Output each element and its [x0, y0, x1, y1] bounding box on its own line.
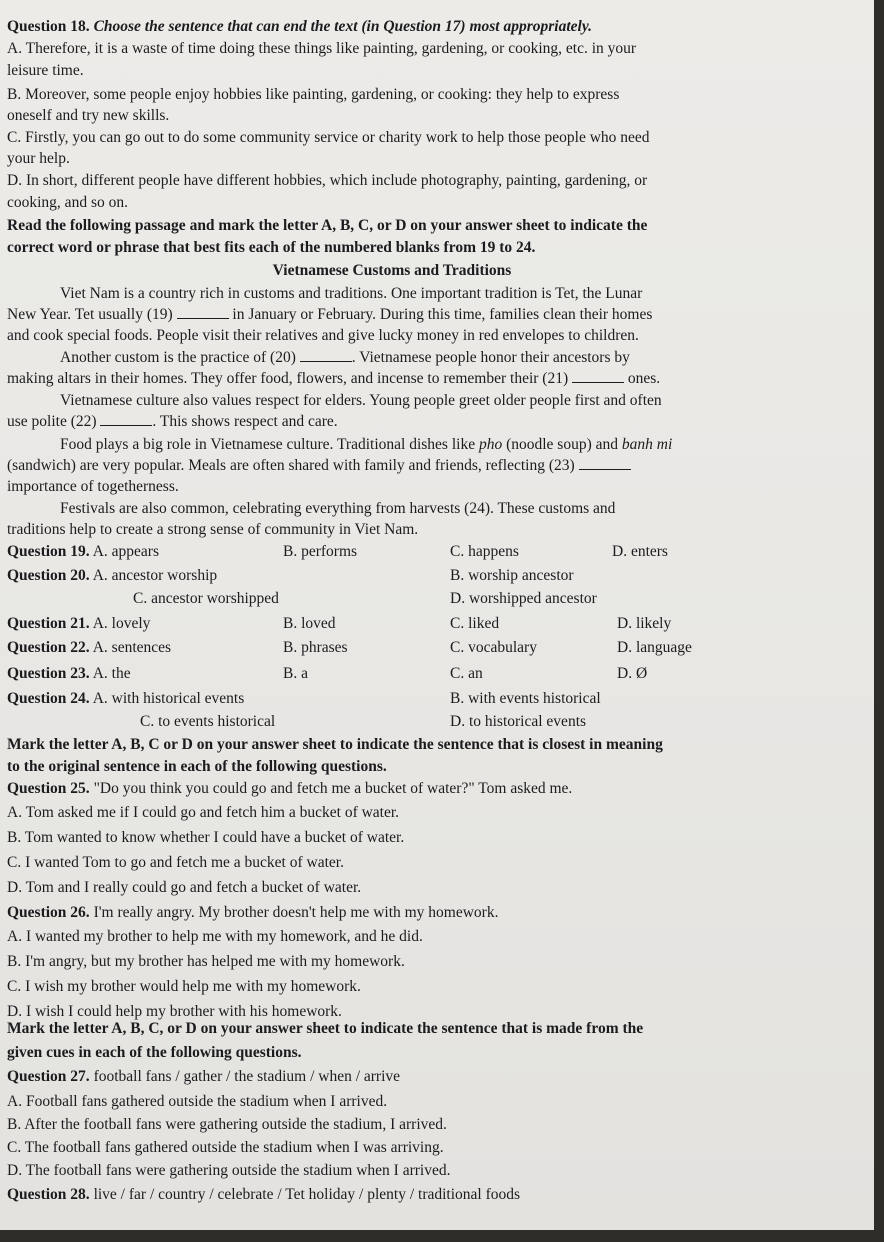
q26-option-c: C. I wish my brother would help me with my homework.: [7, 978, 361, 995]
reading-instruction-line2: correct word or phrase that best fits each of the numbered blanks from 19 to 24.: [7, 239, 536, 256]
passage-p1-line1: Viet Nam is a country rich in customs and traditions. One important tradition is Tet, the Lunar: [60, 285, 643, 302]
q26-option-d: D. I wish I could help my brother with his homework.: [7, 1003, 342, 1020]
q18-option-d-line2: cooking, and so on.: [7, 194, 128, 211]
passage-p2-line2: making altars in their homes. They offer food, flowers, and incense to remember their (21) ones.: [7, 370, 661, 387]
q26-option-b: B. I'm angry, but my brother has helped me with my homework.: [7, 953, 405, 970]
passage-p3-line2: use polite (22) . This shows respect and care.: [7, 413, 338, 430]
q27-option-a: A. Football fans gathered outside the stadium when I arrived.: [7, 1093, 388, 1110]
q24-option-d: D. to historical events: [450, 713, 587, 730]
q20-option-c: C. ancestor worshipped: [133, 590, 279, 607]
passage-p1-line3: and cook special foods. People visit their relatives and give lucky money in red envelopes to children.: [7, 327, 639, 344]
q23-row: Question 23. A. the: [7, 665, 131, 682]
q25-option-c: C. I wanted Tom to go and fetch me a bucket of water.: [7, 854, 344, 871]
q25-option-b: B. Tom wanted to know whether I could have a bucket of water.: [7, 829, 405, 846]
reading-instruction-line1: Read the following passage and mark the letter A, B, C, or D on your answer sheet to indicate the: [7, 217, 648, 234]
meaning-instruction-line2: to the original sentence in each of the following questions.: [7, 758, 387, 775]
passage-title: Vietnamese Customs and Traditions: [272, 262, 512, 279]
passage-p1-line2: New Year. Tet usually (19) in January or February. During this time, families clean their homes: [7, 306, 653, 323]
q22-option-b: B. phrases: [283, 639, 348, 656]
q19-option-b: B. performs: [283, 543, 358, 560]
q27-stem: Question 27. football fans / gather / the stadium / when / arrive: [7, 1068, 401, 1085]
q25-option-d: D. Tom and I really could go and fetch a bucket of water.: [7, 879, 362, 896]
q26-option-a: A. I wanted my brother to help me with my homework, and he did.: [7, 928, 423, 945]
q25-stem: Question 25. "Do you think you could go and fetch me a bucket of water?" Tom asked me.: [7, 780, 573, 797]
passage-p4-line1: Food plays a big role in Vietnamese culture. Traditional dishes like pho (noodle soup) and banh mi: [60, 436, 673, 453]
blank-21: [572, 370, 624, 383]
q23-option-b: B. a: [283, 665, 308, 682]
q18-option-c-line2: your help.: [7, 150, 70, 167]
q18-option-a-line2: leisure time.: [7, 62, 84, 79]
q27-option-c: C. The football fans gathered outside the stadium when I was arriving.: [7, 1139, 444, 1156]
q23-option-d: D. Ø: [617, 665, 648, 682]
q26-stem: Question 26. I'm really angry. My brother doesn't help me with my homework.: [7, 904, 499, 921]
q18-heading: Question 18. Choose the sentence that can end the text (in Question 17) most appropriately.: [7, 18, 593, 35]
passage-p3-line1: Vietnamese culture also values respect for elders. Young people greet older people first and often: [60, 392, 662, 409]
q24-option-c: C. to events historical: [140, 713, 276, 730]
q21-row: Question 21. A. lovely: [7, 615, 151, 632]
cues-instruction-line1: Mark the letter A, B, C, or D on your answer sheet to indicate the sentence that is made from the: [7, 1020, 644, 1037]
q19-row: Question 19. A. appears: [7, 543, 159, 560]
q19-option-d: D. enters: [612, 543, 668, 560]
cues-instruction-line2: given cues in each of the following questions.: [7, 1044, 302, 1061]
passage-p5-line1: Festivals are also common, celebrating everything from harvests (24). These customs and: [60, 500, 616, 517]
passage-p4-line3: importance of togetherness.: [7, 478, 179, 495]
q18-option-d-line1: D. In short, different people have different hobbies, which include photography, painting, gardening, or: [7, 172, 648, 189]
q18-option-a-line1: A. Therefore, it is a waste of time doing these things like painting, gardening, or cooking, etc. in your: [7, 40, 637, 57]
blank-22: [100, 413, 152, 426]
q21-option-d: D. likely: [617, 615, 672, 632]
blank-23: [579, 457, 631, 470]
passage-p2-line1: Another custom is the practice of (20) . Vietnamese people honor their ancestors by: [60, 349, 630, 366]
meaning-instruction-line1: Mark the letter A, B, C or D on your answer sheet to indicate the sentence that is closest in meaning: [7, 736, 663, 753]
q21-option-c: C. liked: [450, 615, 500, 632]
q24-row: Question 24. A. with historical events: [7, 690, 245, 707]
q22-option-c: C. vocabulary: [450, 639, 537, 656]
q27-option-b: B. After the football fans were gathering outside the stadium, I arrived.: [7, 1116, 447, 1133]
q20-option-d: D. worshipped ancestor: [450, 590, 597, 607]
blank-20: [300, 349, 352, 362]
q20-option-b: B. worship ancestor: [450, 567, 574, 584]
q21-option-b: B. loved: [283, 615, 336, 632]
q19-option-c: C. happens: [450, 543, 519, 560]
q18-option-b-line1: B. Moreover, some people enjoy hobbies like painting, gardening, or cooking: they help to express: [7, 86, 620, 103]
q18-option-c-line1: C. Firstly, you can go out to do some community service or charity work to help those people who need: [7, 129, 650, 146]
q27-option-d: D. The football fans were gathering outside the stadium when I arrived.: [7, 1162, 451, 1179]
q18-option-b-line2: oneself and try new skills.: [7, 107, 170, 124]
q28-stem: Question 28. live / far / country / celebrate / Tet holiday / plenty / traditional foods: [7, 1186, 521, 1203]
passage-p4-line2: (sandwich) are very popular. Meals are often shared with family and friends, reflecting (23): [7, 457, 631, 475]
passage-p5-line2: traditions help to create a strong sense of community in Viet Nam.: [7, 521, 419, 538]
q22-row: Question 22. A. sentences: [7, 639, 172, 656]
q23-option-c: C. an: [450, 665, 483, 682]
blank-19: [177, 306, 229, 319]
q22-option-d: D. language: [617, 639, 692, 656]
q25-option-a: A. Tom asked me if I could go and fetch him a bucket of water.: [7, 804, 400, 821]
q24-option-b: B. with events historical: [450, 690, 601, 707]
q20-row: Question 20. A. ancestor worship: [7, 567, 218, 584]
